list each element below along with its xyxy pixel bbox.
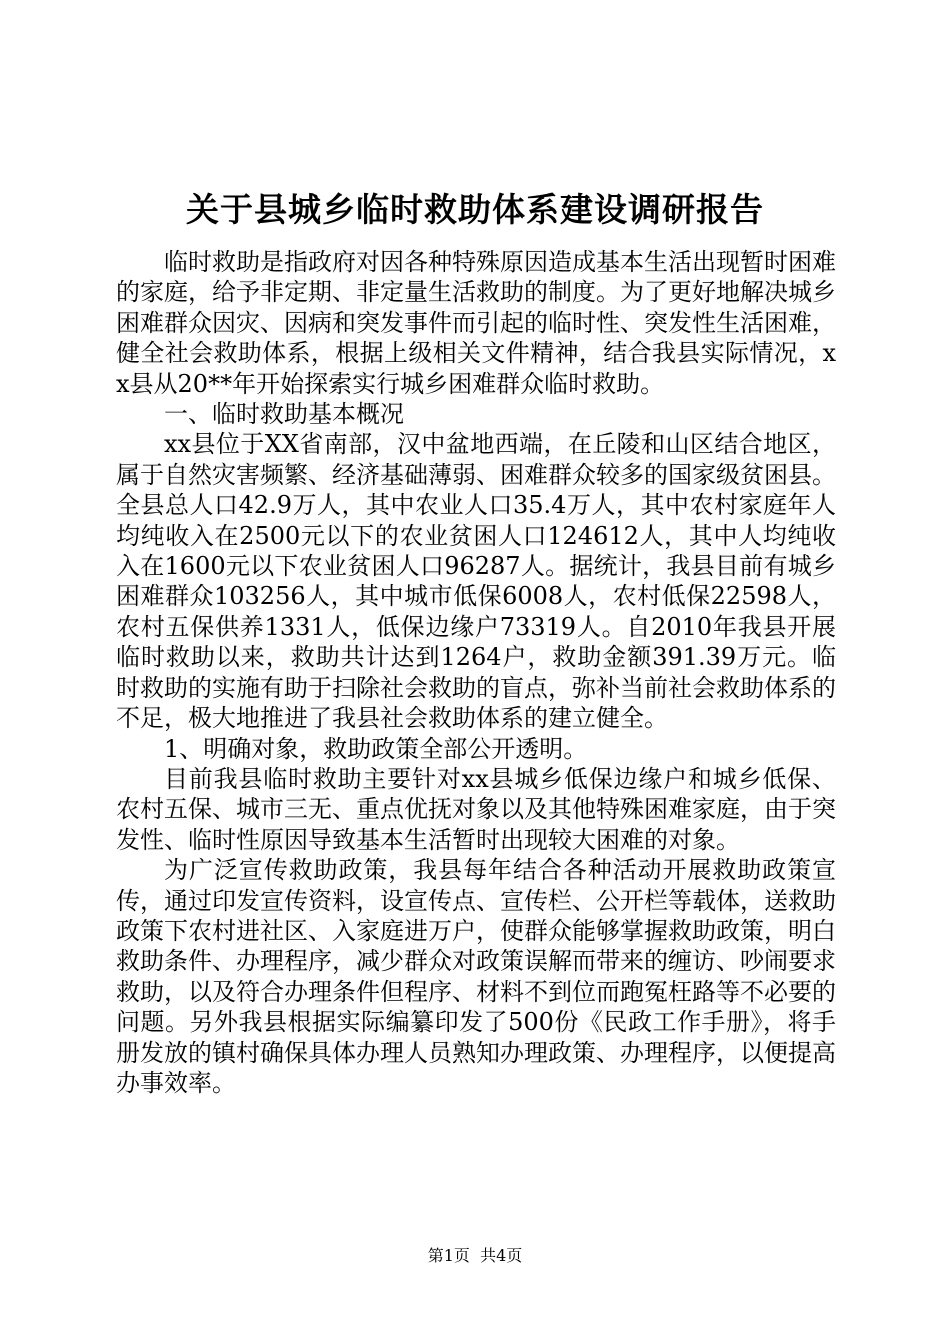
document-body [116,247,836,1098]
footer-spacer [470,1246,480,1265]
subheading-clear-targets: 1、明确对象，救助政策全部公开透明。 [164,734,588,763]
page-footer [0,1244,950,1268]
document-title: 关于县城乡临时救助体系建设调研报告 [186,190,764,229]
paragraph-county-overview: xx县位于XX省南部，汉中盆地西端，在丘陵和山区结合地区，属于自然灾害频繁、经济基础薄弱、困难群众较多的国家级贫困县。全县总人口42.9万人，其中农业人口35.4万人，其中农村家庭年人均纯收入在2500元以下的农业贫困人口124612人，其中人均纯收入在1600元以下农业贫困人口96287人。据统计，我县目前有城乡困难群众103256人，其中城市低保6008人，农村低保22598人，农村五保供养1331人，低保边缘户73319人。自2010年我县开展临时救助以来，救助共计达到1264户，救助金额391.39万元。临时救助的实施有助于扫除社会救助的盲点，弥补当前社会救助体系的不足，极大地推进了我县社会救助体系的建立健全。 [116,430,836,733]
section-heading-overview: 一、临时救助基本概况 [164,400,404,429]
paragraph-policy-publicity: 为广泛宣传救助政策，我县每年结合各种活动开展救助政策宣传，通过印发宣传资料，设宣传点、宣传栏、公开栏等载体，送救助政策下农村进社区、入家庭进万户，使群众能够掌握救助政策，明白救助条件、办理程序，减少群众对政策误解而带来的缠访、吵闹要求救助，以及符合办理条件但程序、材料不到位而跑冤枉路等不必要的问题。另外我县根据实际编纂印发了500份《民政工作手册》，将手册发放的镇村确保具体办理人员熟知办理政策、办理程序，以便提高办事效率。 [116,856,836,1097]
paragraph-targets: 目前我县临时救助主要针对xx县城乡低保边缘户和城乡低保、农村五保、城市三无、重点优抚对象以及其他特殊困难家庭，由于突发性、临时性原因导致基本生活暂时出现较大困难的对象。 [116,764,836,854]
page-number: 第1页 [427,1246,470,1265]
page-total: 共4页 [480,1246,523,1265]
paragraph-intro: 临时救助是指政府对因各种特殊原因造成基本生活出现暂时困难的家庭，给予非定期、非定量生活救助的制度。为了更好地解决城乡困难群众因灾、因病和突发事件而引起的临时性、突发性生活困难，健全社会救助体系，根据上级相关文件精神，结合我县实际情况，xx县从20**年开始探索实行城乡困难群众临时救助。 [116,248,836,398]
